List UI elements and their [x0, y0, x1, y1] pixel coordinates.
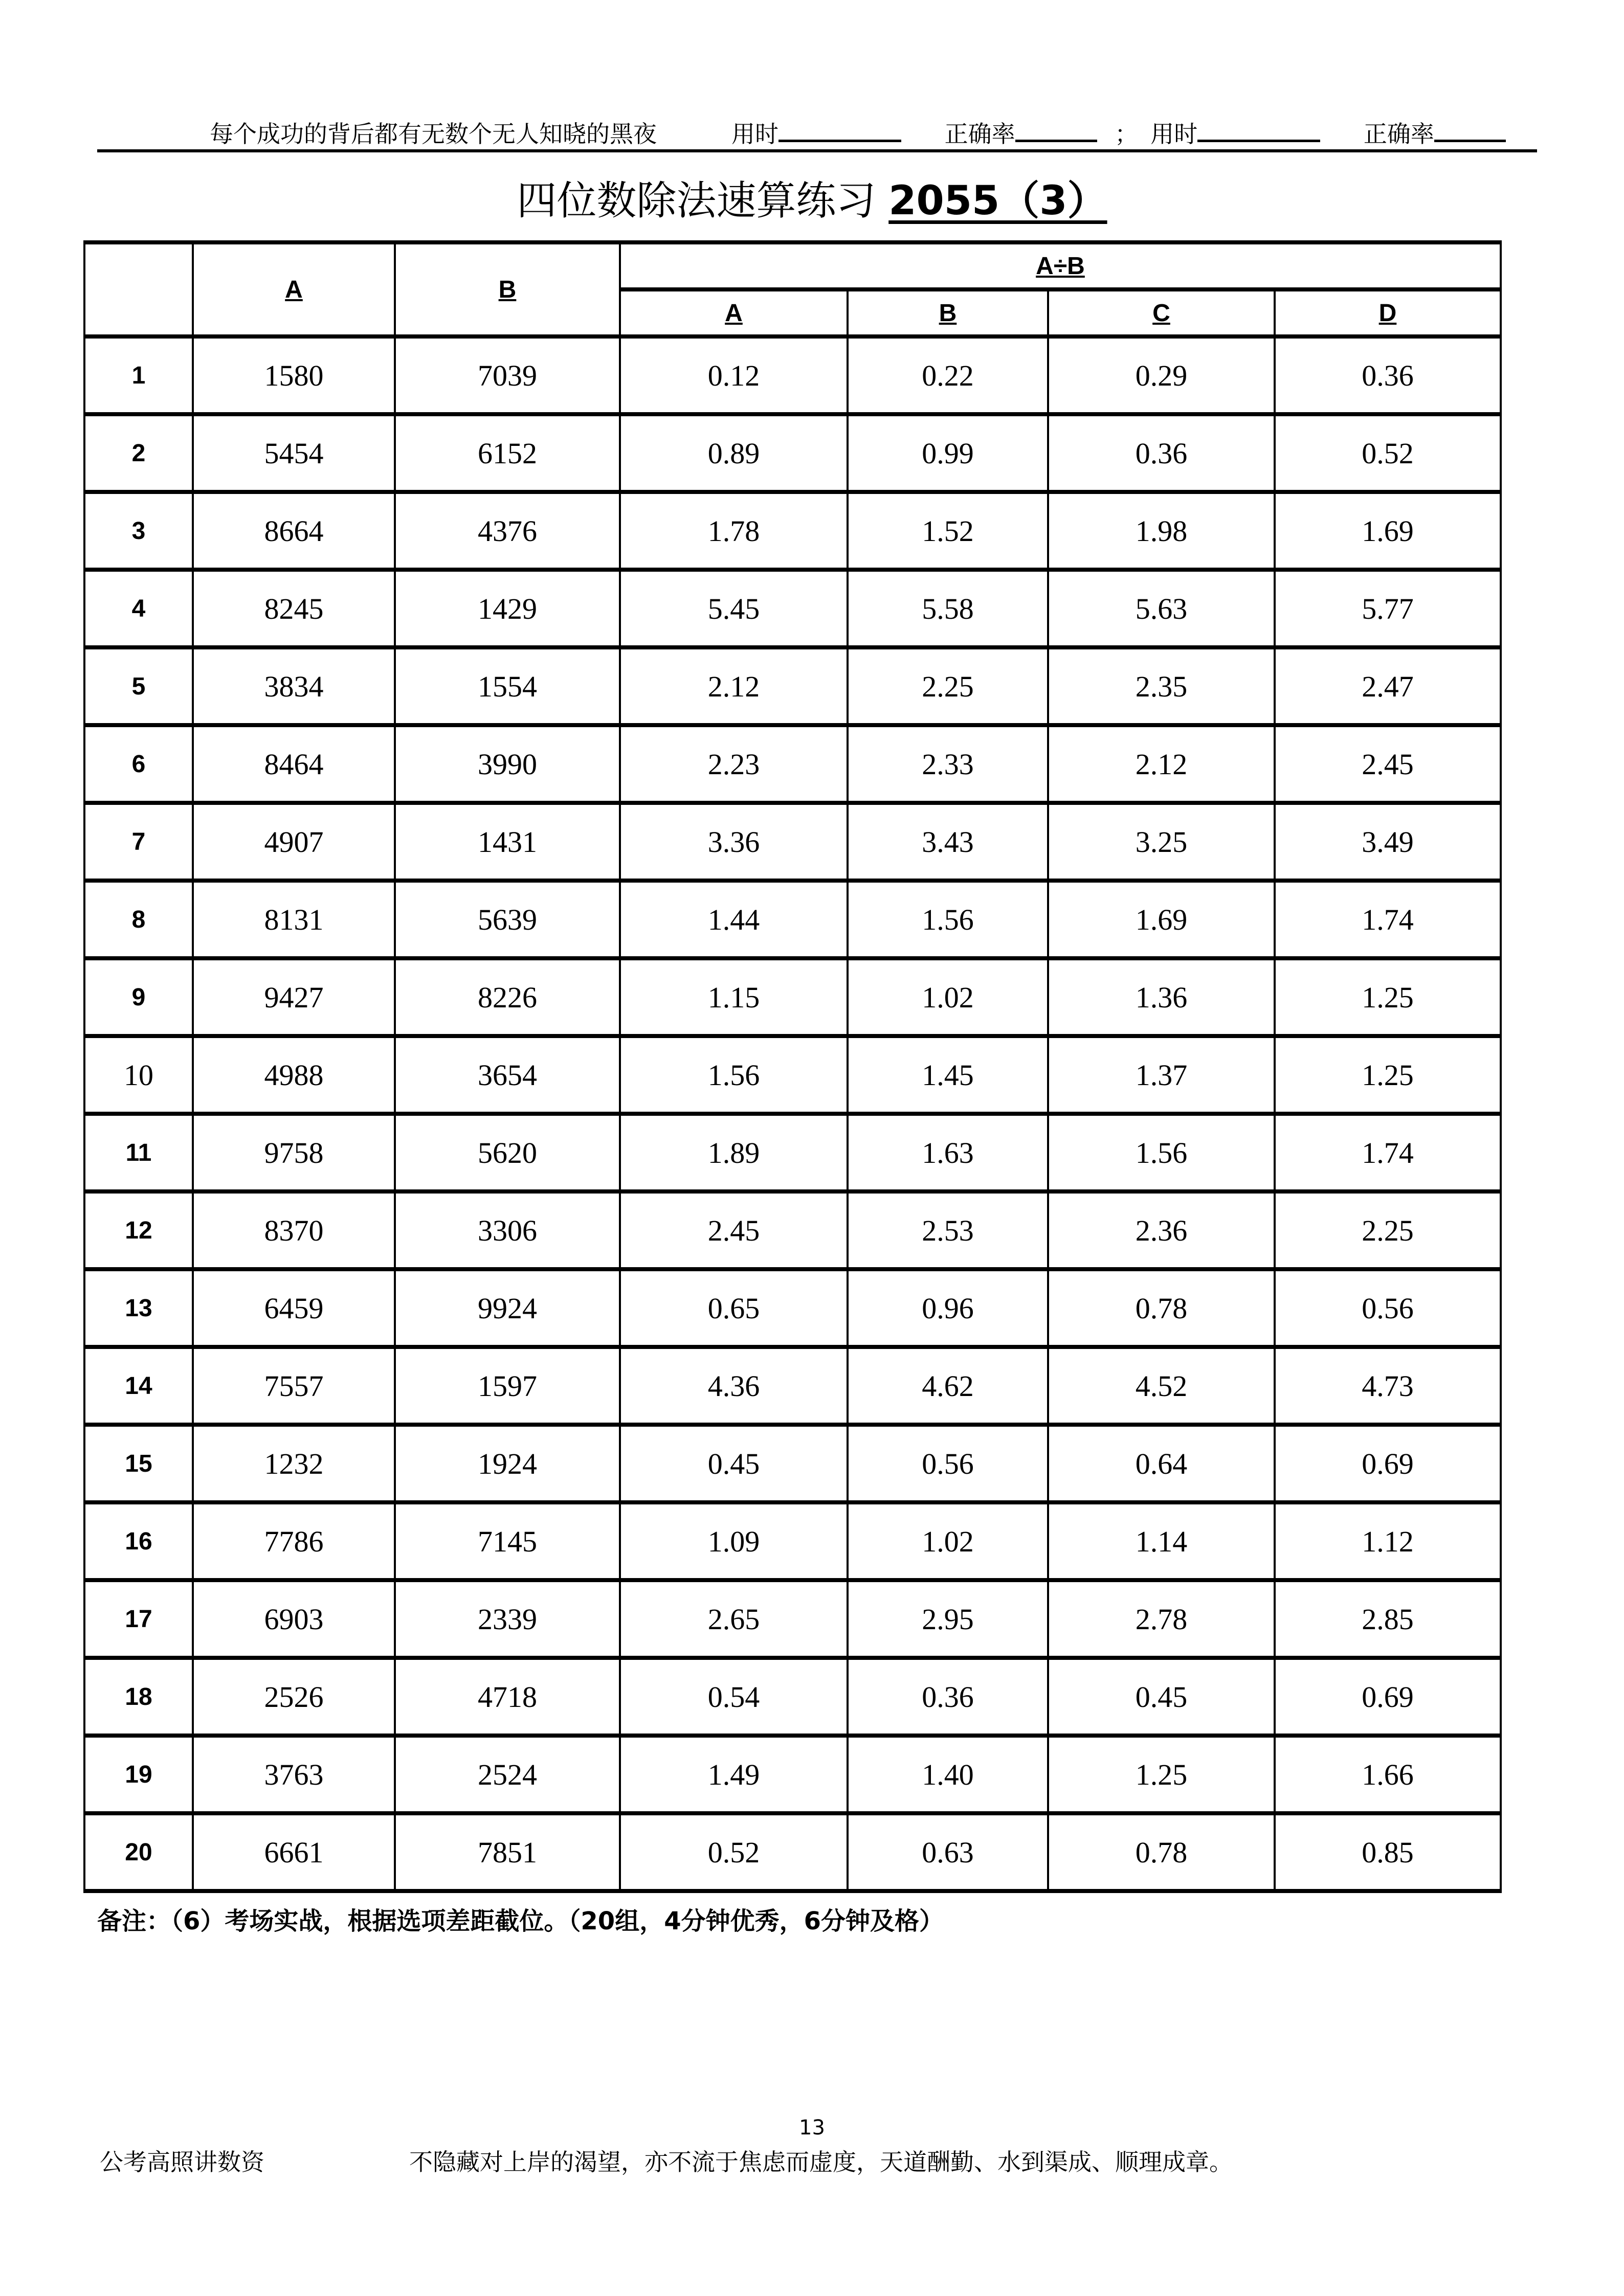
option-b-cell: 0.56 [848, 1425, 1048, 1502]
divisor-cell: 7851 [395, 1813, 620, 1891]
option-b-cell: 1.40 [848, 1736, 1048, 1813]
accuracy-blank-2[interactable] [1434, 116, 1506, 142]
option-a-cell: 1.78 [620, 492, 848, 570]
time-blank-2[interactable] [1197, 116, 1320, 142]
row-index: 12 [84, 1191, 193, 1269]
option-d-cell: 0.56 [1275, 1269, 1501, 1347]
option-b-cell: 2.25 [848, 647, 1048, 725]
dividend-cell: 9758 [193, 1114, 395, 1191]
divisor-cell: 2524 [395, 1736, 620, 1813]
table-row [84, 570, 1501, 647]
option-d-cell: 3.49 [1275, 803, 1501, 881]
divisor-cell: 1554 [395, 647, 620, 725]
dividend-cell: 2526 [193, 1658, 395, 1736]
divisor-cell: 3654 [395, 1036, 620, 1114]
row-index: 18 [84, 1658, 193, 1736]
option-c-cell: 5.63 [1048, 570, 1275, 647]
row-index: 7 [84, 803, 193, 881]
page-title [0, 169, 1624, 226]
row-index: 11 [84, 1114, 193, 1191]
dividend-cell: 3763 [193, 1736, 395, 1813]
option-a-cell: 1.15 [620, 958, 848, 1036]
option-a-cell: 5.45 [620, 570, 848, 647]
header-option-c: C [1048, 289, 1275, 336]
option-d-cell: 0.69 [1275, 1425, 1501, 1502]
time-label-2: 用时 [1150, 120, 1198, 148]
header-separator: ； [1115, 120, 1139, 148]
header-divisor: B [395, 242, 620, 336]
option-d-cell: 1.74 [1275, 881, 1501, 958]
table-row [84, 414, 1501, 492]
row-index: 16 [84, 1502, 193, 1580]
table-row [84, 1114, 1501, 1191]
dividend-cell: 1580 [193, 336, 395, 414]
table-row [84, 1736, 1501, 1813]
divisor-cell: 8226 [395, 958, 620, 1036]
row-index: 8 [84, 881, 193, 958]
row-index: 14 [84, 1347, 193, 1425]
time-blank-1[interactable] [778, 116, 901, 142]
row-index: 3 [84, 492, 193, 570]
option-c-cell: 3.25 [1048, 803, 1275, 881]
option-d-cell: 1.74 [1275, 1114, 1501, 1191]
dividend-cell: 9427 [193, 958, 395, 1036]
dividend-cell: 6459 [193, 1269, 395, 1347]
option-b-cell: 2.53 [848, 1191, 1048, 1269]
header-option-d: D [1275, 289, 1501, 336]
dividend-cell: 5454 [193, 414, 395, 492]
header-dividend: A [193, 242, 395, 336]
row-index: 1 [84, 336, 193, 414]
title-number: 2055（3） [888, 178, 1107, 224]
table-body [84, 336, 1501, 1891]
running-header [97, 111, 1537, 152]
divisor-cell: 6152 [395, 414, 620, 492]
divisor-cell: 5639 [395, 881, 620, 958]
row-index: 20 [84, 1813, 193, 1891]
dividend-cell: 1232 [193, 1425, 395, 1502]
divisor-cell: 1429 [395, 570, 620, 647]
row-index: 10 [84, 1036, 193, 1114]
option-a-cell: 4.36 [620, 1347, 848, 1425]
option-a-cell: 0.45 [620, 1425, 848, 1502]
option-b-cell: 2.33 [848, 725, 1048, 803]
option-b-cell: 0.22 [848, 336, 1048, 414]
option-a-cell: 0.12 [620, 336, 848, 414]
option-a-cell: 3.36 [620, 803, 848, 881]
dividend-cell: 7786 [193, 1502, 395, 1580]
table-row [84, 803, 1501, 881]
table-row [84, 881, 1501, 958]
option-c-cell: 4.52 [1048, 1347, 1275, 1425]
table-row [84, 1425, 1501, 1502]
option-b-cell: 1.02 [848, 958, 1048, 1036]
divisor-cell: 7145 [395, 1502, 620, 1580]
option-d-cell: 0.85 [1275, 1813, 1501, 1891]
dividend-cell: 8370 [193, 1191, 395, 1269]
row-index: 2 [84, 414, 193, 492]
option-c-cell: 1.69 [1048, 881, 1275, 958]
option-a-cell: 2.45 [620, 1191, 848, 1269]
option-a-cell: 1.89 [620, 1114, 848, 1191]
table-row [84, 492, 1501, 570]
divisor-cell: 4376 [395, 492, 620, 570]
option-c-cell: 1.37 [1048, 1036, 1275, 1114]
table-row [84, 647, 1501, 725]
option-b-cell: 4.62 [848, 1347, 1048, 1425]
dividend-cell: 8245 [193, 570, 395, 647]
option-b-cell: 1.52 [848, 492, 1048, 570]
option-d-cell: 2.47 [1275, 647, 1501, 725]
dividend-cell: 6661 [193, 1813, 395, 1891]
option-d-cell: 1.25 [1275, 1036, 1501, 1114]
row-index: 15 [84, 1425, 193, 1502]
option-c-cell: 2.35 [1048, 647, 1275, 725]
dividend-cell: 8664 [193, 492, 395, 570]
option-a-cell: 0.65 [620, 1269, 848, 1347]
option-a-cell: 1.49 [620, 1736, 848, 1813]
divisor-cell: 4718 [395, 1658, 620, 1736]
row-index: 17 [84, 1580, 193, 1658]
option-c-cell: 2.36 [1048, 1191, 1275, 1269]
dividend-cell: 4988 [193, 1036, 395, 1114]
header-option-b: B [848, 289, 1048, 336]
option-d-cell: 1.69 [1275, 492, 1501, 570]
option-b-cell: 2.95 [848, 1580, 1048, 1658]
option-b-cell: 0.96 [848, 1269, 1048, 1347]
option-c-cell: 0.64 [1048, 1425, 1275, 1502]
option-b-cell: 3.43 [848, 803, 1048, 881]
title-text: 四位数除法速算练习 [517, 178, 889, 224]
table-row [84, 958, 1501, 1036]
dividend-cell: 4907 [193, 803, 395, 881]
table-row [84, 336, 1501, 414]
table-row [84, 1347, 1501, 1425]
option-b-cell: 1.63 [848, 1114, 1048, 1191]
dividend-cell: 8131 [193, 881, 395, 958]
table-row [84, 1502, 1501, 1580]
table-row [84, 725, 1501, 803]
option-a-cell: 0.89 [620, 414, 848, 492]
table-row [84, 1813, 1501, 1891]
option-d-cell: 2.45 [1275, 725, 1501, 803]
option-a-cell: 2.65 [620, 1580, 848, 1658]
option-a-cell: 1.56 [620, 1036, 848, 1114]
row-index: 13 [84, 1269, 193, 1347]
header-index [84, 242, 193, 336]
option-c-cell: 0.45 [1048, 1658, 1275, 1736]
option-a-cell: 2.23 [620, 725, 848, 803]
header-fields [731, 116, 1506, 149]
option-b-cell: 0.36 [848, 1658, 1048, 1736]
dividend-cell: 7557 [193, 1347, 395, 1425]
option-c-cell: 0.78 [1048, 1813, 1275, 1891]
row-index: 19 [84, 1736, 193, 1813]
option-b-cell: 1.45 [848, 1036, 1048, 1114]
option-d-cell: 1.66 [1275, 1736, 1501, 1813]
divisor-cell: 1431 [395, 803, 620, 881]
divisor-cell: 1597 [395, 1347, 620, 1425]
row-index: 5 [84, 647, 193, 725]
row-index: 6 [84, 725, 193, 803]
row-index: 4 [84, 570, 193, 647]
accuracy-label-1: 正确率 [944, 120, 1015, 148]
option-b-cell: 1.56 [848, 881, 1048, 958]
option-d-cell: 4.73 [1275, 1347, 1501, 1425]
header-quotient-group: A÷B [620, 242, 1501, 289]
footer-slogan: 不隐藏对上岸的渴望，亦不流于焦虑而虚度，天道酬勤、水到渠成、顺理成章。 [409, 2148, 1233, 2176]
page-number: 13 [799, 2116, 825, 2140]
option-d-cell: 1.12 [1275, 1502, 1501, 1580]
table-row [84, 1269, 1501, 1347]
option-b-cell: 0.99 [848, 414, 1048, 492]
option-d-cell: 5.77 [1275, 570, 1501, 647]
option-c-cell: 0.78 [1048, 1269, 1275, 1347]
option-d-cell: 0.52 [1275, 414, 1501, 492]
option-d-cell: 1.25 [1275, 958, 1501, 1036]
time-label-1: 用时 [731, 120, 778, 148]
option-c-cell: 2.12 [1048, 725, 1275, 803]
option-a-cell: 0.52 [620, 1813, 848, 1891]
option-c-cell: 1.14 [1048, 1502, 1275, 1580]
remark-note: 备注：（6）考场实战，根据选项差距截位。（20组，4分钟优秀，6分钟及格） [97, 1907, 944, 1935]
table-row [84, 1658, 1501, 1736]
option-c-cell: 1.36 [1048, 958, 1275, 1036]
header-motto: 每个成功的背后都有无数个无人知晓的黑夜 [210, 120, 657, 148]
table-row [84, 1036, 1501, 1114]
option-a-cell: 1.44 [620, 881, 848, 958]
table-row [84, 1580, 1501, 1658]
option-a-cell: 0.54 [620, 1658, 848, 1736]
divisor-cell: 9924 [395, 1269, 620, 1347]
option-d-cell: 2.85 [1275, 1580, 1501, 1658]
dividend-cell: 8464 [193, 725, 395, 803]
exercise-table [83, 240, 1502, 1893]
row-index: 9 [84, 958, 193, 1036]
divisor-cell: 3306 [395, 1191, 620, 1269]
accuracy-label-2: 正确率 [1363, 120, 1434, 148]
option-b-cell: 5.58 [848, 570, 1048, 647]
option-a-cell: 2.12 [620, 647, 848, 725]
dividend-cell: 3834 [193, 647, 395, 725]
option-d-cell: 2.25 [1275, 1191, 1501, 1269]
divisor-cell: 5620 [395, 1114, 620, 1191]
table-row [84, 1191, 1501, 1269]
option-c-cell: 0.29 [1048, 336, 1275, 414]
option-c-cell: 0.36 [1048, 414, 1275, 492]
divisor-cell: 7039 [395, 336, 620, 414]
dividend-cell: 6903 [193, 1580, 395, 1658]
option-c-cell: 2.78 [1048, 1580, 1275, 1658]
option-d-cell: 0.69 [1275, 1658, 1501, 1736]
option-a-cell: 1.09 [620, 1502, 848, 1580]
divisor-cell: 3990 [395, 725, 620, 803]
option-c-cell: 1.25 [1048, 1736, 1275, 1813]
option-c-cell: 1.98 [1048, 492, 1275, 570]
header-option-a: A [620, 289, 848, 336]
option-d-cell: 0.36 [1275, 336, 1501, 414]
divisor-cell: 1924 [395, 1425, 620, 1502]
divisor-cell: 2339 [395, 1580, 620, 1658]
option-b-cell: 0.63 [848, 1813, 1048, 1891]
option-c-cell: 1.56 [1048, 1114, 1275, 1191]
accuracy-blank-1[interactable] [1015, 116, 1097, 142]
footer-brand: 公考高照讲数资 [100, 2148, 264, 2176]
option-b-cell: 1.02 [848, 1502, 1048, 1580]
